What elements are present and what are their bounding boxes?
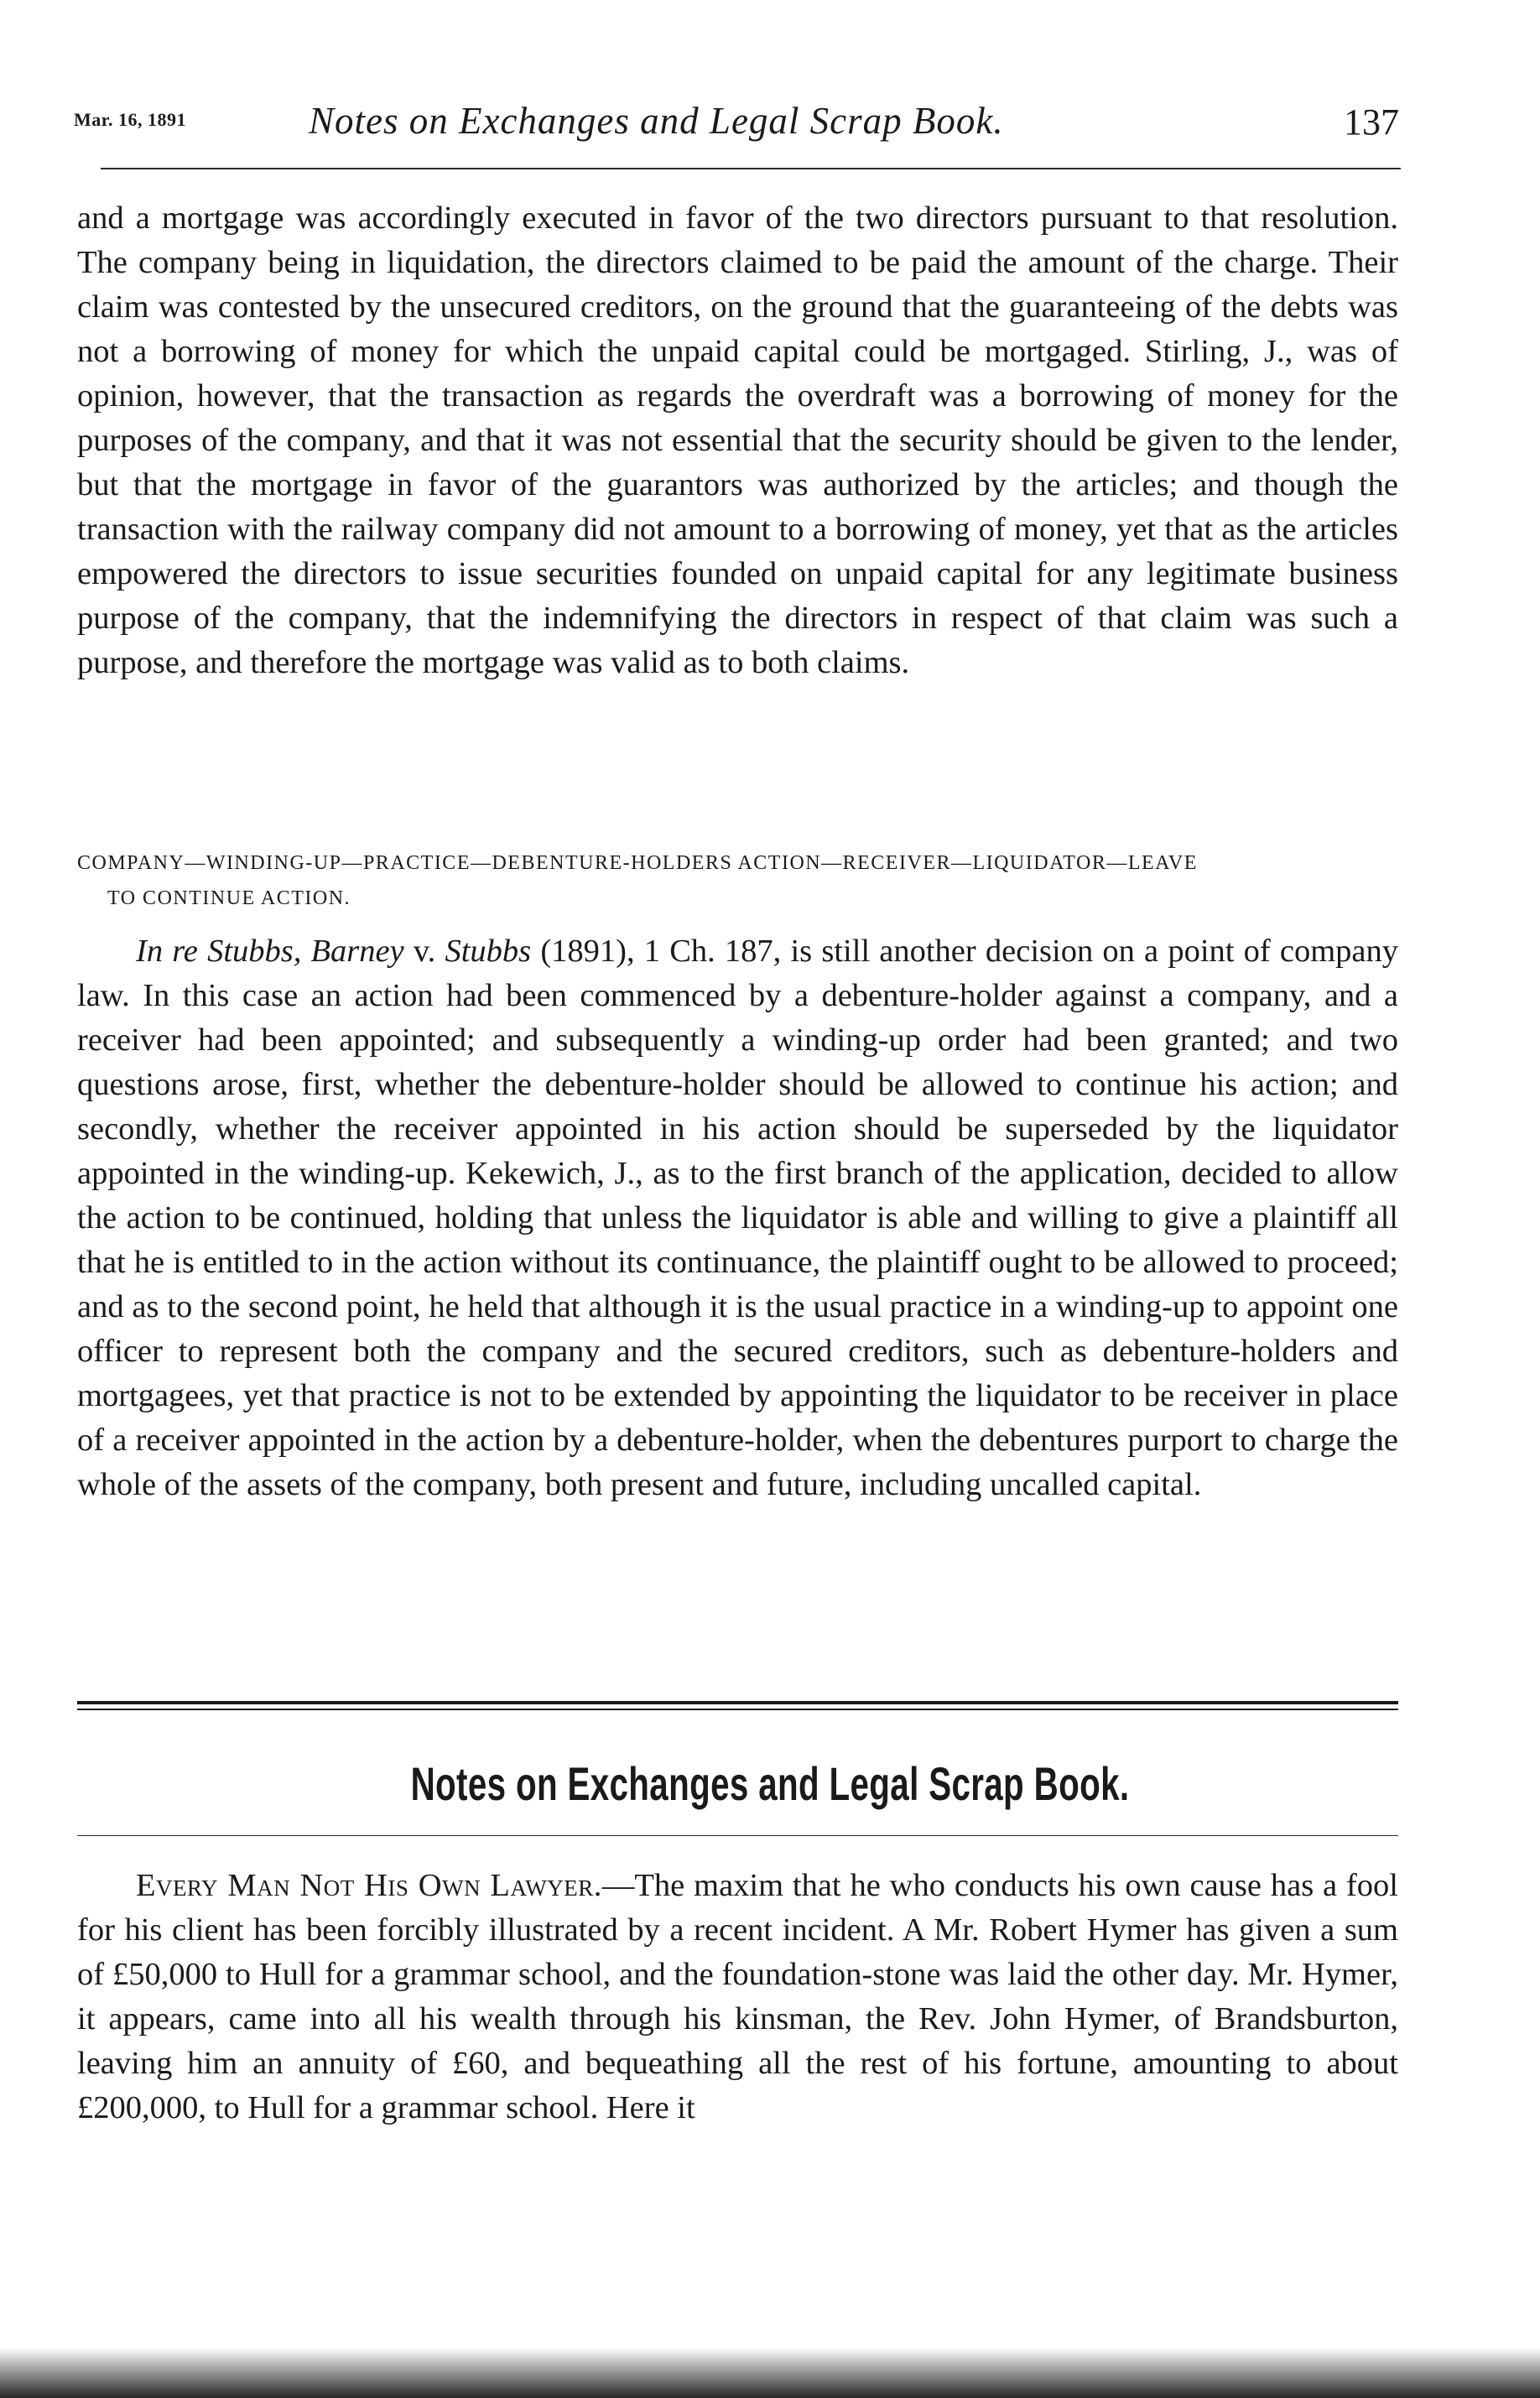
paragraph-lawyer-text: —The maxim that he who conducts his own cause has a fool for his client has been forcibly illustrated by a recent incident. A Mr. Robert Hymer has given a sum of £50,000 to Hull for a grammar school, and the foundation-stone was laid the other day. Mr. Hymer, it appears, came into all his wealth through his kinsman, the Rev. John Hymer, of Brandsburton, leaving him an annuity of £60, and bequeathing all the rest of his fortune, amounting to about £200,000, to Hull for a grammar school. Here it: [77, 1868, 1398, 2125]
case-heading-line-1: COMPANY—WINDING-UP—PRACTICE—DEBENTURE-HOLDERS ACTION—RECEIVER—LIQUIDATOR—LEAVE: [77, 852, 1198, 874]
paragraph-stubbs-case: [77, 929, 1398, 1507]
divider-thick-rule: [77, 1701, 1398, 1704]
running-header: [74, 99, 1399, 149]
case-citation-name-2: Stubbs: [445, 934, 532, 969]
page-number: 137: [1344, 101, 1399, 143]
paragraph-lawyer: [77, 1864, 1398, 2130]
section-title-rule: [77, 1835, 1398, 1836]
case-heading-line-2: TO CONTINUE ACTION.: [107, 887, 351, 909]
case-citation-versus: v.: [403, 934, 445, 969]
header-rule: [101, 168, 1401, 169]
section-divider: [77, 1701, 1398, 1713]
case-heading: [77, 845, 1398, 916]
section-title: Notes on Exchanges and Legal Scrap Book.: [410, 1757, 1130, 1810]
issue-date: Mar. 16, 1891: [74, 109, 187, 130]
paragraph-continued: and a mortgage was accordingly executed in favor of the two directors pursuant to that resolution. The company being in liquidation, the directors claimed to be paid the amount of the charge. Their claim was contested by the unsecured creditors, on the ground that the guaranteeing of the debts was not a borrowing of money for which the unpaid capital could be mortgaged. Stirling, J., was of opinion, however, that the transaction as regards the overdraft was a borrowing of money for the purposes of the company, and that it was not essential that the security should be given to the lender, but that the mortgage in favor of the guarantors was authorized by the articles; and though the transaction with the railway company did not amount to a borrowing of money, yet that as the articles empowered the directors to issue securities founded on unpaid capital for any legitimate business purpose of the company, that the indemnifying the directors in respect of that claim was such a purpose, and therefore the mortgage was valid as to both claims.: [77, 200, 1398, 680]
case-body-text: (1891), 1 Ch. 187, is still another decision on a point of company law. In this case an action had been commenced by a debenture-holder against a company, and a receiver had been appointed; and subsequently a winding-up order had been granted; and two questions arose, first, whether the debenture-holder should be allowed to continue his action; and secondly, whether the receiver appointed in his action should be superseded by the liquidator appointed in the winding-up. Kekewich, J., as to the first branch of the application, decided to allow the action to be continued, holding that unless the liquidator is able and willing to give a plaintiff all that he is entitled to in the action without its continuance, the plaintiff ought to be allowed to proceed; and as to the second point, he held that although it is the usual practice in a winding-up to appoint one officer to represent both the company and the secured creditors, such as debenture-holders and mortgagees, yet that practice is not to be extended by appointing the liquidator to be receiver in place of a receiver appointed in the action by a debenture-holder, when the debentures purport to charge the whole of the assets of the company, both present and future, including uncalled capital.: [77, 934, 1398, 1502]
case-citation-name: In re Stubbs, Barney: [136, 934, 404, 969]
divider-thin-rule: [77, 1709, 1398, 1710]
scan-edge-shadow: [0, 2348, 1540, 2398]
running-title: Notes on Exchanges and Legal Scrap Book.: [309, 100, 1004, 142]
paragraph-lead-heading: Every Man Not His Own Lawyer.: [136, 1868, 602, 1903]
